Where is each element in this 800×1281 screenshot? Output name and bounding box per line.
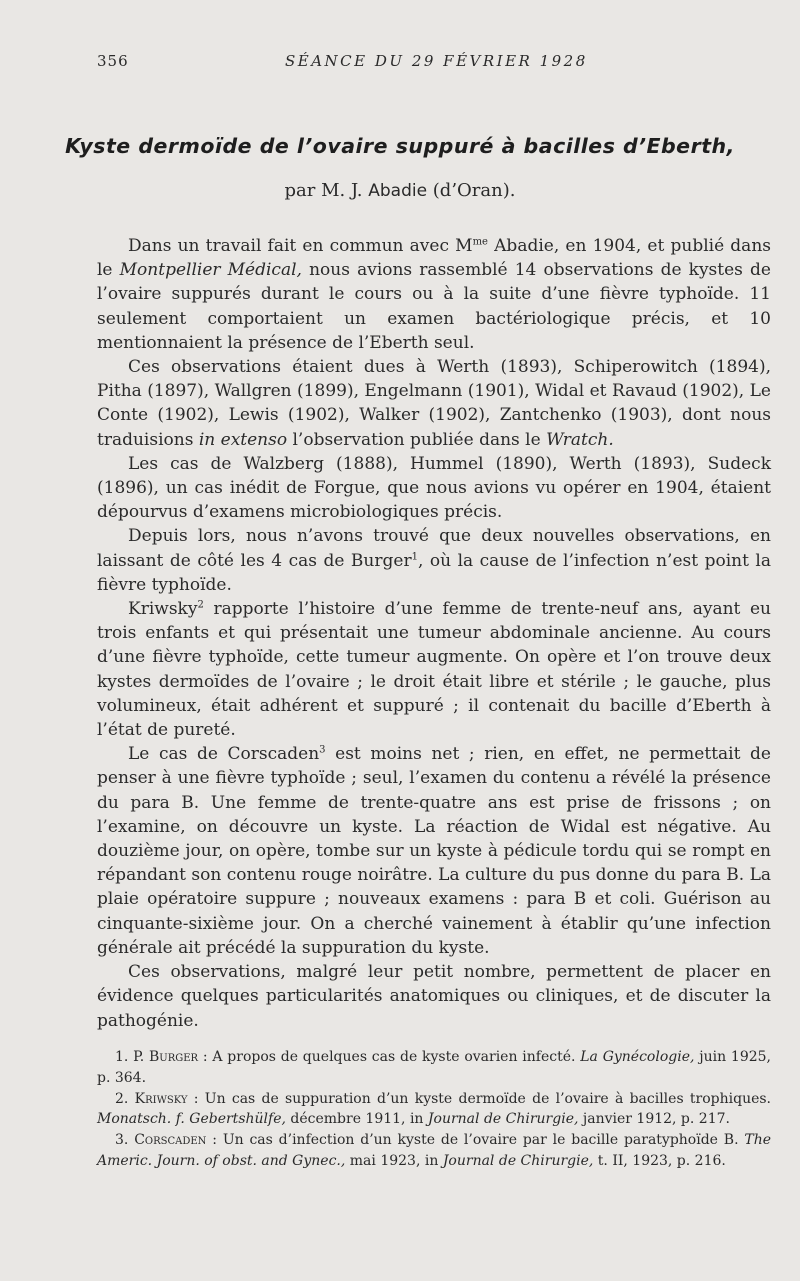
footnotes xyxy=(97,1047,771,1172)
footnote-2 xyxy=(97,1089,771,1131)
journal-name: Montpellier Médical, xyxy=(119,260,302,281)
byline-prefix: par M. J. xyxy=(284,180,369,201)
running-title: SÉANCE DU 29 FÉVRIER 1928 xyxy=(285,52,588,70)
footnote-ref: 1 xyxy=(411,550,418,562)
paragraph-5 xyxy=(97,597,771,742)
journal-name: The Americ. Journ. of obst. and Gynec., xyxy=(97,1132,772,1169)
text-run: décembre 1911, in xyxy=(285,1111,428,1128)
text-run: Kriwsky xyxy=(128,599,198,620)
journal-name: La Gynécologie, xyxy=(580,1049,695,1065)
footnote-1 xyxy=(97,1047,771,1089)
paragraph-6 xyxy=(97,742,771,960)
footnote-3 xyxy=(97,1130,771,1172)
text-run: rapporte l’histoire d’une femme de trente-neuf ans, ayant eu trois enfants et qui présentait une tumeur abdominale ancienne. Au cours d’une fièvre typhoïde, cette tumeur augmente. On opère et l’on trouve deux kystes dermoïdes de l’ovaire ; le droit était libre et stérile ; le gauche, plus volumineux, était adhérent et suppuré ; il contenait du bacille d’Eberth à l’état de pureté. xyxy=(97,599,771,741)
journal-name: Wratch. xyxy=(546,429,614,450)
journal-name: Monatsch. f. Gebertshülfe, xyxy=(97,1111,286,1128)
text-run: Abadie, en 1904, et publié dans le xyxy=(97,236,771,281)
footnote-author: Burger xyxy=(149,1049,199,1065)
paragraph-1 xyxy=(97,234,771,355)
footnote-author: Kriwsky xyxy=(134,1090,188,1107)
journal-name: Journal de Chirurgie, xyxy=(442,1152,594,1169)
footnote-author: Corscaden xyxy=(134,1132,207,1149)
text-run: nous avions rassemblé 14 observations de kystes de l’ovaire suppurés durant le cours ou à la suite d’une fièvre typhoïde. 11 seulement comportaient un examen bactériologique précis, et 10 mentionnaient la présence de l’Eberth seul. xyxy=(97,260,771,353)
page-number: 356 xyxy=(97,52,129,70)
article-byline xyxy=(0,180,800,201)
latin-phrase: in extenso xyxy=(198,429,288,450)
paragraph-3: Les cas de Walzberg (1888), Hummel (1890), Werth (1893), Sudeck (1896), un cas inédit de Forgue, que nous avions vu opérer en 1904, étaient dépourvus d’examens microbiologiques précis. xyxy=(97,453,771,523)
text-run: mai 1923, in xyxy=(345,1152,443,1169)
text-run: : Un cas de suppuration d’un kyste dermoïde de l’ovaire à bacilles trophiques. xyxy=(187,1090,772,1107)
footnote-number: 1. P. xyxy=(115,1049,149,1065)
paragraph-7: Ces observations, malgré leur petit nombre, permettent de placer en évidence quelques particularités anatomiques ou cliniques, et de discuter la pathogénie. xyxy=(97,962,771,1031)
text-run: juin 1925, p. 364. xyxy=(97,1049,771,1086)
byline-author: Abadie xyxy=(368,181,428,201)
footnote-number: 2. xyxy=(115,1090,135,1107)
text-run: janvier 1912, p. 217. xyxy=(578,1111,730,1128)
text-run: t. II, 1923, p. 216. xyxy=(593,1152,726,1169)
article-title: Kyste dermoïde de l’ovaire suppuré à bacilles d’Eberth, xyxy=(65,134,735,158)
text-run: Ces observations étaient dues à Werth (1893), Schiperowitch (1894), Pitha (1897), Wallgren (1899), Engelmann (1901), Widal et Ravaud (1902), Le Conte (1902), Lewis (1902), Walker (1902), Zantchenko (1903), dont nous traduisions xyxy=(97,357,771,450)
text-run: : Un cas d’infection d’un kyste de l’ovaire par le bacille paratyphoïde B. xyxy=(206,1132,745,1149)
text-run: Dans un travail fait en commun avec M xyxy=(128,236,473,256)
paragraph-2 xyxy=(97,355,771,452)
footnote-ref: 3 xyxy=(319,744,326,756)
footnote-number: 3. xyxy=(115,1132,135,1149)
text-run: Depuis lors, nous n’avons trouvé que deux nouvelles observations, en laissant de côté les 4 cas de Burger xyxy=(97,526,771,571)
article-body xyxy=(97,234,771,1033)
text-run: est moins net ; rien, en effet, ne permettait de penser à une fièvre typhoïde ; seul, l’examen du contenu a révélé la présence du para B. Une femme de trente-quatre ans est prise de frissons ; on l’examine, on découvre un kyste. La réaction de Widal est négative. Au douzième jour, on opère, tombe sur un kyste à pédicule tordu qui se rompt en répandant son contenu rouge noirâtre. La culture du pus donne du para B. La plaie opératoire suppure ; nouveaux examens : para B et coli. Guérison au cinquante-sixième jour. On a cherché vainement à établir qu’une infection générale ait précédé la suppuration du kyste. xyxy=(97,744,771,958)
byline-suffix: (d’Oran). xyxy=(427,180,516,201)
text-run: : A propos de quelques cas de kyste ovarien infecté. xyxy=(198,1049,581,1065)
text-run: l’observation publiée dans le xyxy=(287,429,547,450)
paragraph-4 xyxy=(97,524,771,597)
journal-name: Journal de Chirurgie, xyxy=(427,1111,579,1128)
superscript: me xyxy=(472,236,488,248)
text-run: Le cas de Corscaden xyxy=(128,744,320,765)
text-run: , où la cause de l’infection n’est point la fièvre typhoïde. xyxy=(97,550,771,595)
footnote-ref: 2 xyxy=(197,599,204,611)
